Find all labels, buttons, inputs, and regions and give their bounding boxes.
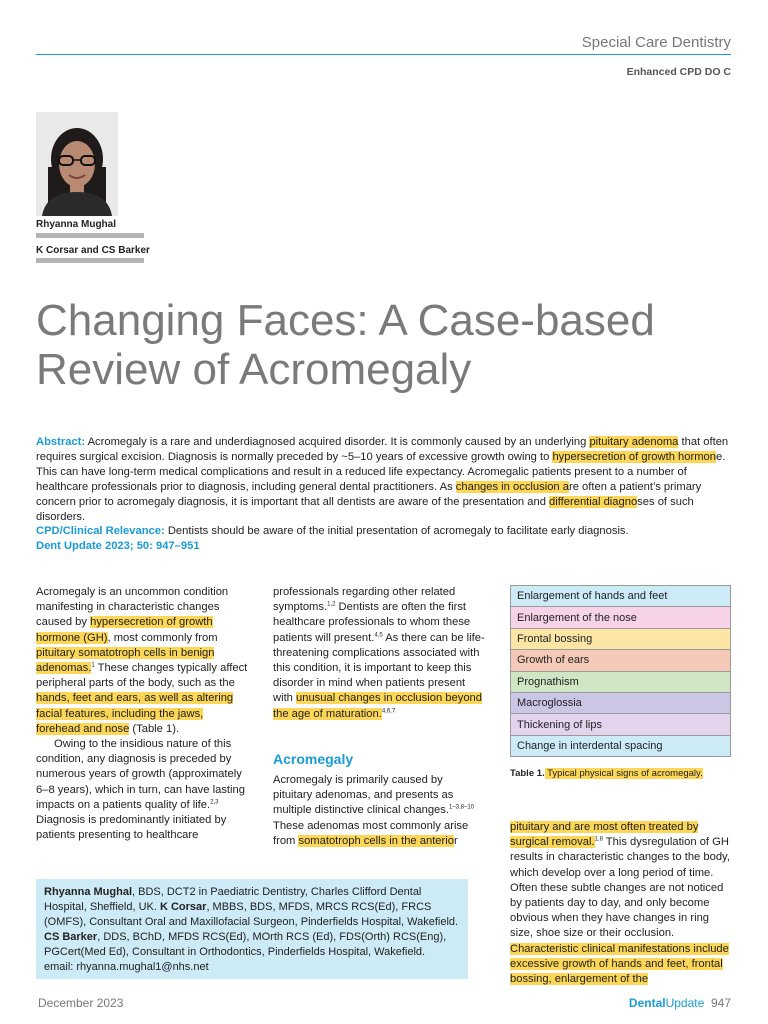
table-caption: [510, 768, 703, 779]
table-cell: Frontal bossing: [511, 628, 731, 649]
coauthors: K Corsar and CS Barker: [36, 245, 150, 256]
reference: 1–3,8–10: [448, 804, 475, 811]
reference: 2,3: [210, 799, 219, 806]
author-email: email: rhyanna.mughal1@nhs.net: [44, 961, 209, 973]
body-column-2: [273, 585, 485, 722]
cpd-relevance: CPD/Clinical Relevance: Dentists should be aware of the initial presentation of acromegaly to facilitate early diagnosis.: [36, 525, 629, 538]
issue-date: December 2023: [38, 996, 124, 1010]
table-row: [511, 671, 731, 692]
title-line-1: Changing Faces: A Case-based: [36, 296, 655, 345]
highlight: changes in occlusion a: [455, 480, 569, 493]
paragraph: Acromegaly is primarily caused by pituitary adenomas, and presents as multiple distinctive clinical changes.$^{1-3,8-10}$ These adenomas most commonly arise from somatotroph cells in the anterior: [273, 774, 475, 847]
body-column-2-section: [273, 773, 485, 849]
highlight: Characteristic clinical manifestations include excessive growth of hands and feet, frontal bossing, enlargement of the: [510, 942, 729, 986]
title-line-2: Review of Acromegaly: [36, 345, 472, 394]
affiliations-box: [36, 879, 468, 979]
table-row: [511, 692, 731, 713]
reference: 1,2: [327, 601, 336, 608]
table-cell: Enlargement of the nose: [511, 607, 731, 628]
author-name: K Corsar: [159, 901, 207, 913]
table-cell: Macroglossia: [511, 692, 731, 713]
author-name: Rhyanna Mughal: [44, 886, 133, 898]
abstract-paragraph: Abstract: Acromegaly is a rare and underdiagnosed acquired disorder. It is commonly caused by an underlying pituitary adenoma that often requires surgical excision. Diagnosis is normally preceded by ~5–10 years of excessive growth owing to hypersecretion of growth hormone. This can have long-term medical complications and result in a reduced life expectancy. Acromegalic patients present to a number of healthcare professionals prior to diagnosis, including general dental practitioners. As changes in occlusion are often a patient’s primary concern prior to acromegaly diagnosis, it is important that all dentists are aware of the presentation and differential diagnoses of such disorders.: [36, 436, 729, 523]
abstract-block: [36, 435, 732, 554]
abstract-label: Abstract:: [36, 436, 86, 448]
table-row: [511, 714, 731, 735]
affiliations-text: Rhyanna Mughal, BDS, DCT2 in Paediatric Dentistry, Charles Clifford Dental Hospital, Sheffield, UK. K Corsar, MBBS, BDS, MFDS, MRCS RCS(Ed), FRCS (OMFS), Consultant Oral and Maxillofacial Surgeon, Pinderfields Hospital, Wakefield. CS Barker, DDS, BChD, MFDS RCS(Ed), MOrth RCS (Ed), FDS(Orth) RCS(Eng), PGCert(Med Ed), Consultant in Orthodontics, Pinderfields Hospital, Wakefield.: [44, 886, 459, 958]
highlight: unusual changes in occlusion beyond the age of maturation.: [273, 692, 482, 720]
body-column-3: [510, 820, 732, 987]
table-row: [511, 607, 731, 628]
reference: 4,5: [374, 631, 383, 638]
table-row: [511, 650, 731, 671]
signs-table: [510, 585, 731, 757]
highlight: Typical physical signs of acromegaly.: [544, 768, 703, 779]
paragraph: Acromegaly is an uncommon condition manifesting in characteristic changes caused by hypersecretion of growth hormone (GH), most commonly from pituitary somatotroph cells in benign adenomas.$^1$ These changes typically affect peripheral parts of the body, such as the hands, feet and ears, as well as altering facial features, including the jaws, forehead and nose (Table 1).: [36, 586, 248, 735]
highlight: hypersecretion of growth hormon: [552, 450, 716, 463]
reference: 4,6,7: [381, 707, 396, 714]
cpd-label: Enhanced CPD DO C: [626, 66, 731, 78]
reference: 1,8: [594, 836, 603, 843]
caption-bar-2: [36, 258, 144, 263]
highlight: somatotroph cells in the anterio: [298, 834, 454, 847]
brand-dental: Dental: [628, 996, 666, 1010]
table-cell: Enlargement of hands and feet: [511, 586, 731, 607]
table-cell: Growth of ears: [511, 650, 731, 671]
highlight: pituitary and are most often treated by surgical removal.: [510, 821, 699, 849]
highlight: differential diagno: [549, 495, 638, 508]
header-rule: [36, 54, 731, 55]
running-title: Special Care Dentistry: [581, 34, 731, 51]
paragraph: pituitary and are most often treated by surgical removal.$^{1,8}$ This dysregulation of GH results in characteristic changes to the body, which develop over a long period of time. Often these subtle changes are not noticed by patients day to day, and only become obvious when they have changes in ring size, shoe size or their occlusion. Characteristic clinical manifestations include excessive growth of hands and feet, frontal bossing, enlargement of the: [510, 821, 730, 986]
body-column-1: [36, 585, 248, 843]
table-row: [511, 628, 731, 649]
section-heading: Acromegaly: [273, 751, 354, 767]
table-cell: Thickening of lips: [511, 714, 731, 735]
table-caption-label: Table 1.: [510, 768, 545, 779]
article-title: [36, 296, 726, 394]
paragraph: Owing to the insidious nature of this condition, any diagnosis is preceded by numerous years of growth (approximately 6–8 years), which in turn, can have lasting impacts on a patients quality of life.$^{2,3}$ Diagnosis is predominantly initiated by patients presenting to healthcare: [36, 738, 245, 842]
highlight: hands, feet and ears, as well as altering facial features, including the jaws, forehead and nose: [36, 692, 234, 735]
photo-caption: Rhyanna Mughal: [36, 219, 117, 230]
author-photo: [36, 112, 118, 216]
footer-brand: [629, 996, 731, 1010]
reference: 1: [91, 662, 95, 669]
table-row: [511, 586, 731, 607]
table-cell: Change in interdental spacing: [511, 735, 731, 756]
highlight: pituitary adenoma: [589, 436, 679, 448]
table-row: [511, 735, 731, 756]
table-cell: Prognathism: [511, 671, 731, 692]
paragraph: professionals regarding other related symptoms.$^{1,2}$ Dentists are often the first healthcare professionals to whom these patients will present.$^{4,5}$ As there can be life-threatening complications associated with this condition, it is important to keep this disorder in mind when patients present with unusual changes in occlusion beyond the age of maturation.$^{4,6,7}$: [273, 586, 485, 720]
highlight: hypersecretion of growth hormone (GH): [36, 616, 213, 644]
page-number: 947: [710, 996, 731, 1010]
brand-update: Update: [665, 996, 705, 1010]
author-name: CS Barker: [44, 931, 98, 943]
cpd-relevance-label: CPD/Clinical Relevance:: [36, 525, 165, 538]
caption-bar-1: [36, 233, 144, 238]
highlight: pituitary somatotroph cells in benign adenomas.: [36, 646, 215, 675]
citation: Dent Update 2023; 50: 947–951: [36, 540, 200, 553]
